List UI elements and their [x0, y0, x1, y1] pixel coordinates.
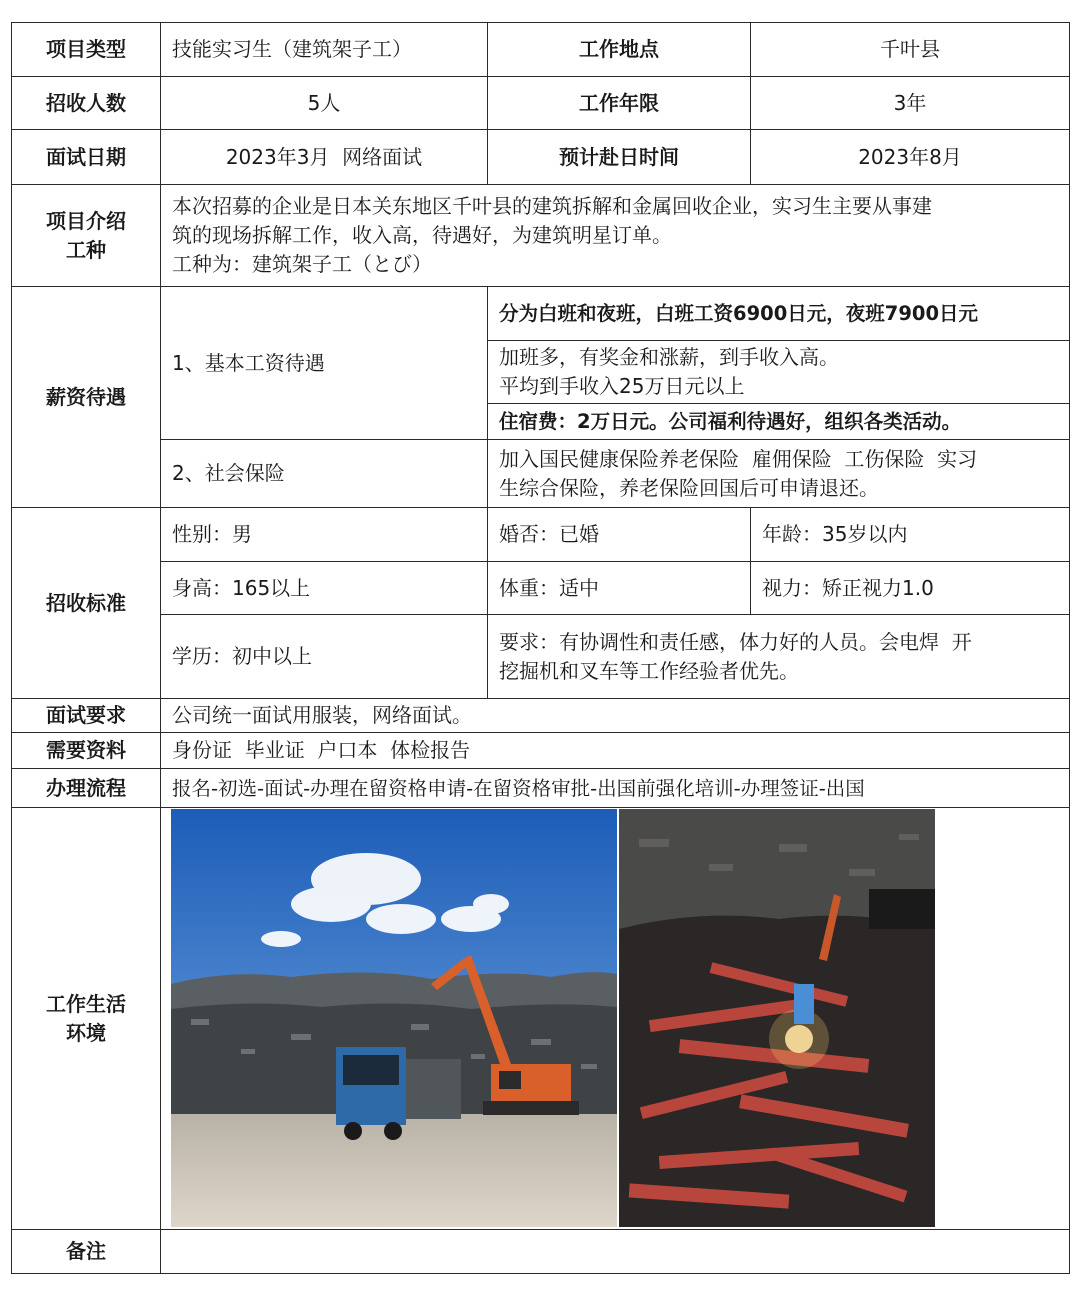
row-environment: [12, 808, 1070, 1230]
process-label: 办理流程: [12, 769, 161, 808]
project-type-label: 项目类型: [12, 23, 161, 77]
row-standards-1: [12, 508, 1070, 562]
intro-label: [12, 185, 161, 287]
insurance-text: [488, 440, 1070, 508]
row-interview-date: [12, 130, 1070, 185]
intro-line1: 本次招募的企业是日本关东地区千叶县的建筑拆解和金属回收企业，实习生主要从事建: [172, 194, 932, 218]
recruit-count-label: 招收人数: [12, 77, 161, 130]
environment-label: [12, 808, 161, 1230]
basic-salary-income: [488, 341, 1070, 404]
insurance-line1: 加入国民健康保险养老保险 雇佣保险 工伤保险 实习: [499, 446, 978, 471]
requirement-line2: 挖掘机和叉车等工作经验者优先。: [499, 658, 799, 683]
row-interview-req: [12, 699, 1070, 733]
night-welding-photo-icon: [619, 809, 935, 1227]
insurance-label: 2、社会保险: [161, 440, 488, 508]
weight-value: 体重：适中: [488, 562, 751, 615]
work-years-value: 3年: [751, 77, 1070, 130]
education-value: 学历：初中以上: [161, 615, 488, 699]
intro-label-line2: 工种: [66, 237, 106, 262]
remarks-label: 备注: [12, 1230, 161, 1274]
departure-date-value: 2023年8月: [751, 130, 1070, 185]
intro-label-line1: 项目介绍: [46, 208, 126, 233]
interview-req-label: 面试要求: [12, 699, 161, 733]
insurance-line2: 生综合保险，养老保险回国后可申请退还。: [499, 475, 879, 500]
gender-value: 性别：男: [161, 508, 488, 562]
row-standards-3: [12, 615, 1070, 699]
intro-line3: 工种为：建筑架子工（とび）: [172, 252, 432, 276]
environment-label-line2: 环境: [66, 1020, 106, 1045]
scrap-yard-photo-icon: [171, 809, 617, 1227]
marriage-value: 婚否：已婚: [488, 508, 751, 562]
standards-label: 招收标准: [12, 508, 161, 699]
intro-line2: 筑的现场拆解工作，收入高，待遇好，为建筑明星订单。: [172, 223, 672, 247]
basic-salary-income-line1: 加班多，有奖金和涨薪，到手收入高。: [499, 345, 839, 369]
environment-photos: [161, 808, 1070, 1230]
process-value: 报名-初选-面试-办理在留资格申请-在留资格审批-出国前强化培训-办理签证-出国: [161, 769, 1070, 808]
interview-date-value: 2023年3月 网络面试: [161, 130, 488, 185]
age-value: 年龄：35岁以内: [751, 508, 1070, 562]
height-value: 身高：165以上: [161, 562, 488, 615]
basic-salary-label: 1、基本工资待遇: [161, 287, 488, 440]
work-location-label: 工作地点: [488, 23, 751, 77]
scrap-yard-photo: [171, 809, 617, 1227]
row-recruit-count: [12, 77, 1070, 130]
row-remarks: [12, 1230, 1070, 1274]
salary-label: 薪资待遇: [12, 287, 161, 508]
row-documents: [12, 733, 1070, 769]
recruitment-sheet: [11, 22, 1069, 1274]
project-type-value: 技能实习生（建筑架子工）: [161, 23, 488, 77]
night-welding-photo: [619, 809, 935, 1227]
row-process: [12, 769, 1070, 808]
intro-text: [161, 185, 1070, 287]
row-insurance: [12, 440, 1070, 508]
departure-date-label: 预计赴日时间: [488, 130, 751, 185]
basic-salary-shifts: 分为白班和夜班，白班工资6900日元，夜班7900日元: [488, 287, 1070, 341]
environment-label-line1: 工作生活: [46, 991, 126, 1016]
vision-value: 视力：矫正视力1.0: [751, 562, 1070, 615]
recruit-count-value: 5人: [161, 77, 488, 130]
housing-fee: 住宿费：2万日元。公司福利待遇好，组织各类活动。: [488, 404, 1070, 440]
recruitment-table: [11, 22, 1070, 1274]
work-years-label: 工作年限: [488, 77, 751, 130]
remarks-value: [161, 1230, 1070, 1274]
work-location-value: 千叶县: [751, 23, 1070, 77]
row-salary-1: [12, 287, 1070, 341]
requirement-text: [488, 615, 1070, 699]
documents-label: 需要资料: [12, 733, 161, 769]
row-project-type: [12, 23, 1070, 77]
basic-salary-income-line2: 平均到手收入25万日元以上: [499, 374, 745, 398]
row-standards-2: [12, 562, 1070, 615]
documents-value: 身份证 毕业证 户口本 体检报告: [161, 733, 1070, 769]
row-intro: [12, 185, 1070, 287]
requirement-line1: 要求：有协调性和责任感，体力好的人员。会电焊 开: [499, 629, 972, 654]
interview-req-value: 公司统一面试用服装，网络面试。: [161, 699, 1070, 733]
interview-date-label: 面试日期: [12, 130, 161, 185]
